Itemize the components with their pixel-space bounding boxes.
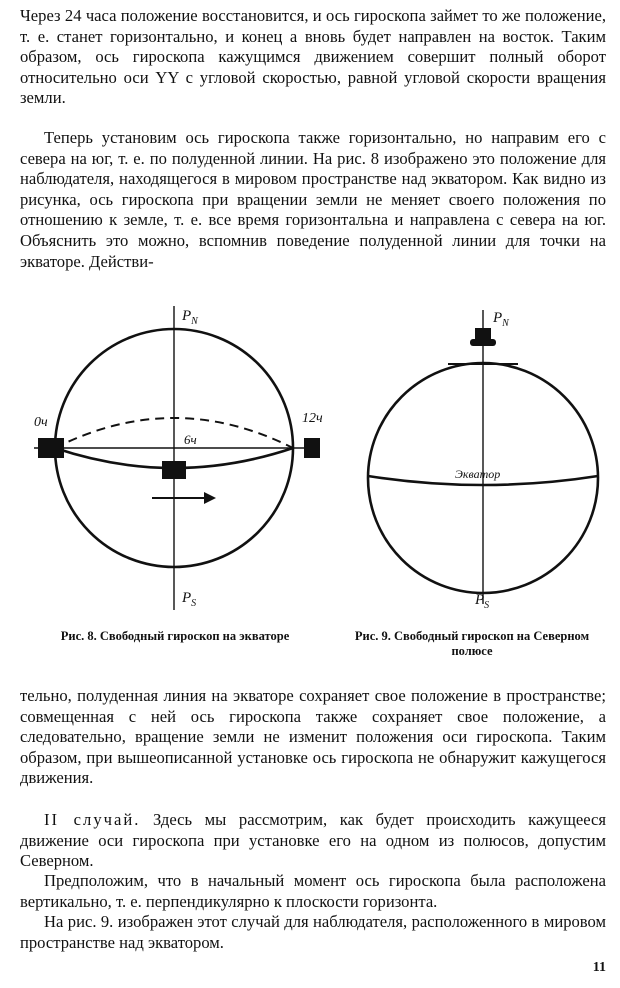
label-equator: Экватор [455,467,501,481]
label-pn: $P_N$ [182,308,198,327]
label-6h: 6ч [184,432,197,447]
gyroscope-center-block [162,461,186,479]
paragraph-3: тельно, полуденная линия на экваторе сохраняет свое положение в пространстве; совмещенная с ней ось гироскопа также сохраняет свое положение, а следовательно, вращение земли не изменит положения оси гироскопа. Таким образом, при вышеописанной установке ось гироскопа не обнаружит кажущегося движения. [20,686,606,788]
gyroscope-top-ring [470,339,496,346]
label-0h: 0ч [34,415,48,430]
figure-8-gyroscope-equator [20,298,323,620]
rotation-arrow-head [204,492,216,504]
case-heading: II случай. [44,810,141,829]
gyroscope-top-block [475,328,491,339]
paragraph-5: Предположим, что в начальный момент ось гироскопа была расположена вертикально, т. е. перпендикулярно к плоскости горизонта. [20,871,606,911]
label-ps: $P_S$ [475,592,490,611]
gyroscope-right-block [304,438,320,458]
paragraph-1: Через 24 часа положение восстановится, и ось гироскопа займет то же положение, т. е. станет горизонтально, и конец a вновь будет направлен на восток. Таким образом, ось гироскопа кажущимся движением совершит полный оборот относительно оси YY с угловой скоростью, равной угловой скорости вращения земли. [20,6,606,108]
paragraph-4 [20,810,606,872]
label-pn: $P_N$ [493,310,509,329]
paragraph-6: На рис. 9. изображен этот случай для наблюдателя, расположенного в мировом пространстве над экватором. [20,912,606,952]
figure-9-caption: Рис. 9. Свободный гироскоп на Северном полюсе [354,629,590,658]
label-12h: 12ч [302,411,323,426]
figure-9-gyroscope-north-pole [360,298,610,620]
gyroscope-left-block [38,438,64,458]
page-number: 11 [592,960,606,975]
case-body: Здесь мы рассмотрим, как будет происходить кажущееся движение оси гироскопа при установке его на одном из полюсов, допустим Северном. [20,810,606,871]
figure-8-caption: Рис. 8. Свободный гироскоп на экваторе [60,629,290,643]
paragraph-2: Теперь установим ось гироскопа также горизонтально, но направим его с севера на юг, т. е. по полуденной линии. На рис. 8 изображено это положение для наблюдателя, находящегося в мировом пространстве над экватором. Как видно из рисунка, ось гироскопа при вращении земли не меняет своего положения по отношению к земле, т. е. все время горизонтальна и направлена с севера на юг. Объяснить это можно, вспомнив поведение полуденной линии для точки на экваторе. Действи- [20,128,606,271]
label-ps: $P_S$ [182,590,197,609]
